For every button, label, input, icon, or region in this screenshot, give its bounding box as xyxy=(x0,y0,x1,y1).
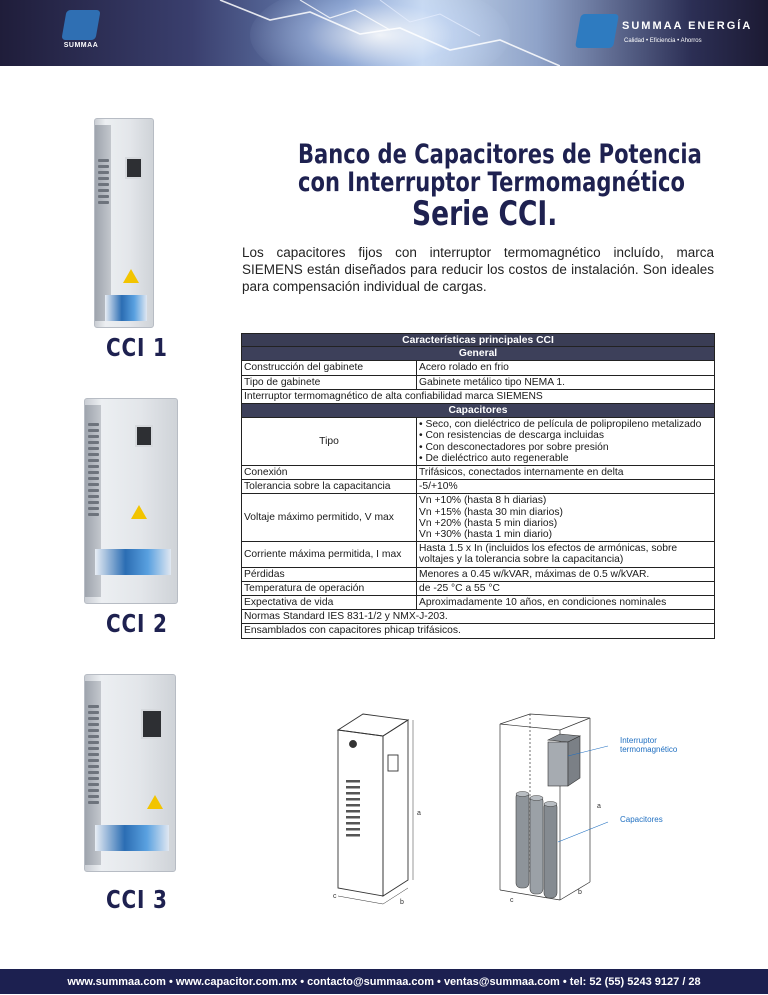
value-line: Vn +15% (hasta 30 min diarios) xyxy=(419,506,563,518)
row-value xyxy=(417,418,714,465)
summaa-logo-icon xyxy=(61,10,100,40)
table-row xyxy=(242,418,714,466)
table-row xyxy=(242,610,714,624)
row-label: Corriente máxima permitida, I max xyxy=(242,542,417,566)
label-interruptor: Interruptor termomagnético xyxy=(620,736,678,754)
footer-contact-bar[interactable]: www.summaa.com • www.capacitor.com.mx • contacto@summaa.com • ventas@summaa.com • tel: 52 (55) 5243 9127 / 28 xyxy=(0,969,768,994)
page-title-line-1: Banco de Capacitores de Potencia xyxy=(298,139,702,170)
section-header-capacitores: Capacitores xyxy=(242,404,714,418)
dimension-b: b xyxy=(400,899,404,906)
row-value: Aproximadamente 10 años, en condiciones nominales xyxy=(419,597,667,609)
summaa-logo[interactable] xyxy=(62,10,100,58)
table-row xyxy=(242,582,714,596)
row-value: Gabinete metálico tipo NEMA 1. xyxy=(419,376,565,388)
summaa-energia-logo[interactable] xyxy=(578,14,753,60)
summaa-energia-icon xyxy=(575,14,619,48)
table-row xyxy=(242,376,714,390)
model-label-cci1: CCI 1 xyxy=(106,333,168,362)
spec-table xyxy=(241,333,715,639)
table-row xyxy=(242,542,714,567)
row-label: Construcción del gabinete xyxy=(242,361,417,374)
cabinet-outline-drawing xyxy=(318,700,428,910)
page-title-line-2: con Interruptor Termomagnético xyxy=(298,167,685,198)
value-line: Vn +10% (hasta 8 h diarias) xyxy=(419,495,547,507)
row-label: Voltaje máximo permitido, V max xyxy=(242,494,417,541)
table-row xyxy=(242,390,714,404)
cabinet-cci2-image xyxy=(84,398,178,604)
row-label: Pérdidas xyxy=(242,568,417,581)
value-line: Vn +30% (hasta 1 min diario) xyxy=(419,529,553,541)
dimension-c: c xyxy=(333,893,337,900)
row-full-text: Ensamblados con capacitores phicap trifásicos. xyxy=(244,625,461,637)
row-value: de -25 °C a 55 °C xyxy=(419,582,500,594)
value-line: • De dieléctrico auto regenerable xyxy=(419,452,569,464)
row-full-text: Normas Standard IES 831-1/2 y NMX-J-203. xyxy=(244,611,448,623)
table-row xyxy=(242,624,714,637)
intro-paragraph: Los capacitores fijos con interruptor termomagnético incluído, marca SIEMENS están diseñados para reducir los costos de instalación. Son ideales para compensación individual de cargas. xyxy=(242,245,714,294)
row-value: Menores a 0.45 w/kVAR, máximas de 0.5 w/kVAR. xyxy=(419,568,650,580)
model-label-cci2: CCI 2 xyxy=(106,609,168,638)
row-value: Trifásicos, conectados internamente en delta xyxy=(419,467,624,479)
capacitors-interior-drawing xyxy=(490,712,610,908)
spec-table-title: Características principales CCI xyxy=(242,334,714,347)
cabinet-cci3-image xyxy=(84,674,176,872)
label-capacitores: Capacitores xyxy=(620,815,663,824)
row-value xyxy=(417,494,714,541)
warning-icon xyxy=(123,269,139,283)
cabinet-cci1-image xyxy=(94,118,154,328)
row-label: Conexión xyxy=(242,466,417,479)
row-label: Tolerancia sobre la capacitancia xyxy=(242,480,417,493)
dimension-c: c xyxy=(510,897,514,904)
dimension-a: a xyxy=(417,810,421,817)
page-title-series: Serie CCI. xyxy=(412,194,558,234)
row-value: -5/+10% xyxy=(419,481,458,493)
table-row xyxy=(242,361,714,375)
row-label: Tipo de gabinete xyxy=(242,376,417,389)
table-row xyxy=(242,596,714,610)
table-row xyxy=(242,466,714,480)
summaa-logo-text: SUMMAA xyxy=(63,42,99,49)
value-line: • Con desconectadores por sobre presión xyxy=(419,441,609,453)
value-line: Hasta 1.5 x In (incluidos los efectos de armónicas, sobre xyxy=(419,543,678,555)
model-label-cci3: CCI 3 xyxy=(106,885,168,914)
breaker-box xyxy=(548,734,580,786)
table-row xyxy=(242,480,714,494)
warning-icon xyxy=(131,505,147,519)
capacitor-cylinders xyxy=(516,792,557,899)
table-row xyxy=(242,494,714,542)
header-banner xyxy=(0,0,768,66)
lightning-bolt-icon xyxy=(180,0,560,66)
value-line: • Con resistencias de descarga incluidas xyxy=(419,430,605,442)
dimension-a: a xyxy=(597,803,601,810)
row-label: Expectativa de vida xyxy=(242,596,417,609)
value-line: voltajes y la tolerancia sobre la capacitancia) xyxy=(419,554,624,566)
row-label: Temperatura de operación xyxy=(242,582,417,595)
warning-icon xyxy=(147,795,163,809)
row-value xyxy=(417,542,714,566)
section-header-general: General xyxy=(242,347,714,361)
value-line: Vn +20% (hasta 5 min diarios) xyxy=(419,517,558,529)
row-label: Tipo xyxy=(242,418,417,465)
row-full-text: Interruptor termomagnético de alta confiabilidad marca SIEMENS xyxy=(244,390,543,402)
value-line: • Seco, con dieléctrico de película de polipropileno metalizado xyxy=(419,419,702,431)
dimension-b: b xyxy=(578,889,582,896)
table-row xyxy=(242,568,714,582)
brand-name: SUMMAA ENERGÍA xyxy=(622,20,753,32)
row-value: Acero rolado en frio xyxy=(419,362,509,374)
brand-tagline: Calidad • Eficiencia • Ahorros xyxy=(624,38,702,44)
